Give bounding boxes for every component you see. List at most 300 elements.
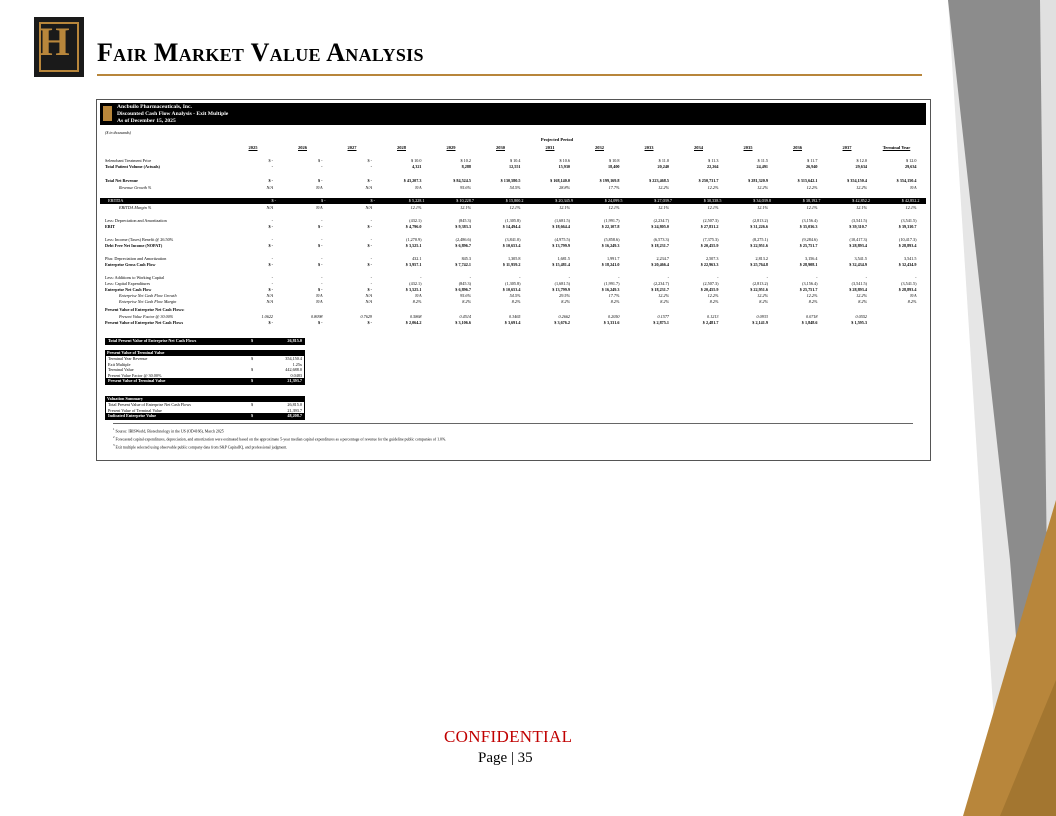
table-cell: $ - [268,224,273,229]
table-cell: $ 14,494.4 [502,224,521,229]
table-cell: (2,813.2) [752,281,768,286]
header-logo-mark [102,105,113,122]
box-row-label: Exit Multiple [108,361,131,367]
table-cell: 12.2% [707,293,719,298]
table-cell: $ 20,455.9 [700,287,719,292]
table-cell: $ - [271,198,276,203]
box-row-label: Present Value of Terminal Value [108,378,166,383]
table-cell: 1,305.8 [507,256,521,261]
table-cell: 8.2% [808,299,818,304]
table-cell: N/A [909,185,917,190]
table-cell: 3,541.5 [854,256,867,261]
table-cell: 0.1577 [657,314,669,319]
row-label: EBITDA [108,198,124,203]
table-cell: $ - [367,178,372,183]
table-cell: $ 28,893.4 [898,243,917,248]
table-cell: 95.6% [460,185,471,190]
dcf-document [96,99,931,461]
table-cell: $ 3,106.6 [455,320,471,325]
table-cell: - [370,218,372,223]
table-cell: 3,541.5 [903,256,917,261]
table-cell: - [865,275,867,280]
table-cell: (2,507.3) [703,218,719,223]
year-header: 2031 [545,145,555,150]
row-label: Enterprise Gross Cash Flow [105,262,156,267]
table-cell: $ 32,434.9 [898,262,917,267]
table-cell: N/A [365,205,372,210]
table-cell: 12.1% [410,205,422,210]
table-row [97,262,930,268]
valuation-summary-box [105,396,305,420]
table-cell: (3,156.4) [802,281,818,286]
table-cell: $ 6,896.7 [455,243,471,248]
table-cell: - [271,218,273,223]
table-cell: 17.7% [608,293,620,298]
table-cell: 12.2% [658,185,669,190]
table-cell: - [271,275,273,280]
table-cell: $ 25,751.7 [799,243,818,248]
table-cell: $ 354,150.4 [896,178,917,183]
table-cell: $ 20,466.4 [651,262,669,267]
row-label: Enterprise Net Cash Flow Margin [119,299,177,304]
table-cell: - [321,237,323,242]
table-cell: 0.3465 [508,314,521,319]
document-header [100,103,926,125]
table-cell: $ 11.3 [708,158,719,163]
table-cell: (7,375.3) [703,237,719,242]
table-cell: N/A [315,299,323,304]
row-label: Less: Depreciation and Amortization [105,218,167,223]
table-cell: 0.0718 [805,314,818,319]
table-cell: $ 42,852.2 [852,198,870,203]
table-cell: $ - [367,320,372,325]
table-cell: $ 27,831.2 [700,224,719,229]
page-title-text: Fair Market Value Analysis [97,38,424,67]
table-cell: $ 9,383.3 [455,224,471,229]
footnote-number: 2 [113,435,115,439]
table-cell: $ 28,893.4 [849,287,867,292]
footnote-text: Source: IBISWorld, Biotechnology in the US (OD4166), March 2025 [114,429,224,434]
year-header: 2030 [496,145,505,150]
table-cell: 8.2% [660,299,669,304]
logo-letter: H [38,19,70,64]
table-cell: $ - [317,287,323,292]
row-label: Present Value of Enterprise Net Cash Flows [105,320,184,325]
table-cell: (10,417.3) [899,237,917,242]
table-cell: (432.1) [409,281,422,286]
page-title [97,38,424,68]
table-cell: $ 354,150.4 [847,178,867,183]
table-cell: $ 223,468.5 [649,178,669,183]
footnote-number: 1 [113,427,115,431]
table-cell: (1,681.5) [554,218,570,223]
table-cell: 1,991.7 [606,256,620,261]
table-cell: 18,400 [607,164,620,169]
table-cell: 8.2% [561,299,570,304]
table-cell: $ 4,796.0 [405,224,422,229]
table-cell: $ 34,039.8 [753,198,771,203]
table-cell: 12.2% [658,293,669,298]
table-cell: 12.2% [856,293,867,298]
table-cell: 24,491 [756,164,768,169]
table-cell: - [667,275,669,280]
table-cell: $ 27,039.7 [654,198,672,203]
table-cell: $ 15,800.2 [505,198,524,203]
box-title: Present Value of Terminal Value [105,350,305,356]
row-label: Plus: Depreciation and Amortization [105,256,167,261]
table-cell: $ 2,141.9 [752,320,768,325]
table-cell: 12.1% [905,205,917,210]
table-cell: (2,234.7) [653,218,669,223]
table-cell: $ 10,653.4 [502,243,521,248]
table-cell: $ 2,064.2 [405,320,422,325]
table-cell: (1,305.8) [505,281,521,286]
table-cell: 0.0933 [756,314,768,319]
table-cell: $ 18,231.7 [651,243,669,248]
table-row [97,307,930,313]
table-cell: 12.2% [806,185,818,190]
table-cell: $ 1,848.6 [801,320,818,325]
table-cell: 0.0552 [855,314,867,319]
table-cell: $ 22,951.6 [750,287,768,292]
table-cell: 12,551 [508,164,521,169]
table-cell: 12.1% [460,205,471,210]
table-cell: $ 35,036.3 [799,224,818,229]
year-header: 2036 [793,145,802,150]
table-cell: 8.2% [759,299,768,304]
table-cell: $ 10.0 [411,158,422,163]
table-cell: 12.2% [757,185,768,190]
table-cell: N/A [414,185,422,190]
table-cell: (2,486.6) [455,237,471,242]
table-cell: - [321,281,323,286]
table-cell: 2,813.2 [755,256,768,261]
box-row-currency: $ [251,338,254,343]
table-cell: 0.8098 [310,314,323,319]
table-cell: $ - [367,243,372,248]
table-cell: 29.5% [559,293,570,298]
page-number: Page | 35 [478,750,533,766]
table-cell: 2,507.3 [705,256,719,261]
table-cell: 12.2% [806,293,818,298]
table-cell: $ 25,751.7 [799,287,818,292]
table-cell: 0.1213 [706,314,719,319]
table-cell: - [766,275,768,280]
table-cell: 12.1% [658,205,669,210]
table-cell: 12.2% [757,293,768,298]
year-header: 2033 [644,145,654,150]
table-cell: 8.2% [462,299,471,304]
table-cell: $ 22,963.3 [700,262,719,267]
table-cell: $ 28,893.4 [898,287,917,292]
table-cell: $ - [317,320,323,325]
table-cell: - [370,281,372,286]
footnote-text: Exit multiple selected using observable public company data from S&P CapitalIQ, and professional judgment. [114,445,288,450]
year-header: 2027 [347,145,357,150]
table-cell: 8,288 [461,164,471,169]
table-cell: 3,156.4 [804,256,818,261]
row-label: Total Net Revenue [105,178,138,183]
table-cell: (9,284.6) [802,237,818,242]
year-header: 2028 [397,145,406,150]
box-row-value: 26,815.0 [287,338,302,343]
row-label: Debt Free Net Income (NOPAT) [105,243,163,248]
table-cell: 2,234.7 [656,256,669,261]
table-cell: (1,991.7) [604,218,620,223]
table-cell: $ 10.4 [510,158,521,163]
table-cell: 29,634 [904,164,917,169]
box-row-value: 354,150.4 [285,356,302,361]
table-cell: 95.6% [460,293,471,298]
footnote-text: Forecasted capital expenditures, depreciation, and amortization were estimated based on the approximate 5-year median capital expenditures as a percentage of revenue for the guideline public companies of 1.0%. [114,437,447,442]
table-row [97,243,930,249]
box-row-value: 21,393.7 [287,378,302,383]
row-label: Revenue Growth % [119,185,152,190]
table-cell: 8.2% [511,299,521,304]
box-row-value: 48,208.7 [287,413,302,418]
year-header: 2026 [298,145,307,150]
box-row-label: Present Value of Terminal Value [108,407,162,413]
row-label: Less: Additions to Working Capital [105,275,165,280]
table-cell: $ 3,676.2 [554,320,570,325]
table-cell: $ 2,481.7 [702,320,719,325]
table-cell: N/A [266,299,273,304]
table-cell: N/A [266,293,273,298]
table-cell: $ 20,455.9 [700,243,719,248]
table-cell: (1,991.7) [604,281,620,286]
table-cell: (2,813.2) [752,218,768,223]
box-row [105,338,305,345]
table-cell: $ 168,140.0 [550,178,570,183]
table-cell: 12.1% [757,205,768,210]
table-cell: 12.1% [856,205,867,210]
table-cell: 12.1% [509,205,521,210]
table-cell: N/A [365,185,372,190]
box-row [105,378,305,385]
table-cell: $ 18,231.7 [651,287,669,292]
table-cell: $ 42,852.2 [901,198,920,203]
table-cell: $ 16,249.3 [601,243,620,248]
table-cell: 17.7% [608,185,620,190]
table-cell: N/A [909,293,917,298]
table-cell: - [321,218,323,223]
table-cell: $ 11.7 [807,158,818,163]
table-cell: N/A [365,299,372,304]
table-cell: - [618,275,620,280]
table-cell: $ 12.0 [856,158,867,163]
table-cell: $ 315,642.1 [797,178,818,183]
table-cell: 29,634 [855,164,867,169]
table-cell: 12.2% [707,185,719,190]
table-cell: $ 15,481.4 [552,262,570,267]
table-cell: (4,975.5) [554,237,570,242]
table-cell: (10,417.3) [849,237,867,242]
table-cell: $ 2,875.1 [653,320,669,325]
table-cell: $ 32,434.9 [849,262,867,267]
table-cell: $ - [268,243,273,248]
table-cell: - [271,256,273,261]
row-label: Enterprise Net Cash Flow [105,287,152,292]
table-cell: $ - [317,224,323,229]
table-cell: 8.2% [709,299,719,304]
table-row [97,178,930,184]
table-cell: (3,541.5) [901,281,917,286]
table-cell: - [915,275,917,280]
table-cell: $ 199,169.8 [599,178,620,183]
table-cell: - [271,237,273,242]
table-cell: - [321,256,323,261]
table-row [97,299,930,305]
box-row-label: Present Value Factor @ 30.00% [108,372,162,378]
table-cell: $ 10.2 [460,158,471,163]
table-cell: 12.1% [806,205,818,210]
table-cell: 12.1% [559,205,570,210]
box-row-currency: $ [251,378,254,383]
table-cell: $ 22,107.8 [601,224,620,229]
table-cell: (845.3) [458,281,471,286]
table-cell: $ 25,764.8 [750,262,768,267]
table-cell: $ - [317,262,323,267]
footnote-divider [113,423,913,424]
row-label: Selenobant Treatment Price [105,158,152,163]
table-cell: (8,275.1) [752,237,768,242]
table-cell: $ 7,742.1 [455,262,471,267]
box-row-label: Indicated Enterprise Value [108,413,157,418]
table-cell: $ 28,893.4 [849,243,867,248]
table-cell: (6,573.3) [653,237,669,242]
table-row [97,164,930,170]
year-header: 2029 [446,145,456,150]
footnote [113,442,913,450]
table-row [97,320,930,326]
table-cell: $ 13,799.9 [552,287,570,292]
table-cell: $ 281,320.9 [748,178,768,183]
table-cell: (845.3) [458,218,471,223]
table-cell: N/A [365,293,372,298]
row-label: Less: Income (Taxes) Benefit @ 26.50% [105,237,174,242]
terminal-value-box [105,350,305,385]
table-cell: $ 22,951.6 [750,243,768,248]
box-row-label: Terminal Year Revenue [108,356,148,361]
confidential-label: CONFIDENTIAL [444,727,573,746]
table-cell: - [420,275,422,280]
table-cell: $ 84,524.5 [453,178,471,183]
table-cell: $ 30,338.5 [703,198,722,203]
table-cell: $ 10,228.7 [456,198,474,203]
table-cell: (1,681.5) [554,281,570,286]
table-cell: $ 39,310.7 [898,224,917,229]
table-cell: $ - [268,158,273,163]
box-row-currency: $ [251,402,254,407]
table-cell: 54.5% [509,185,521,190]
table-cell: 8.2% [907,299,917,304]
row-label: EBITDA Margin % [119,205,152,210]
table-cell: 20,240 [657,164,669,169]
table-cell: $ 28,908.1 [799,262,818,267]
table-cell: (1,305.8) [505,218,521,223]
table-cell: 12.1% [608,205,620,210]
box-row-value: 442,688.0 [285,367,302,372]
table-cell: $ 24,805.0 [651,224,669,229]
table-cell: 8.2% [610,299,620,304]
row-label: Enterprise Net Cash Flow Growth [119,293,177,298]
table-cell: $ - [268,262,273,267]
table-cell: 0.5868 [409,314,422,319]
year-header: Terminal Year [882,145,911,150]
table-cell: (2,507.3) [703,281,719,286]
table-cell: $ 6,896.7 [455,287,471,292]
table-cell: $ 43,207.3 [403,178,422,183]
box-row-label: Total Present Value of Enterprise Net Cash Flows [108,338,197,343]
table-cell: (2,234.7) [653,281,669,286]
year-header: 2034 [694,145,703,150]
table-cell: 26,940 [805,164,818,169]
table-cell: N/A [315,205,323,210]
table-cell: - [370,164,372,169]
table-cell: $ - [268,320,273,325]
table-cell: - [370,237,372,242]
table-cell: (1,270.9) [406,237,422,242]
table-cell: 28.8% [559,185,570,190]
table-cell: $ 12.0 [906,158,917,163]
table-cell: $ 18,664.4 [552,224,570,229]
projected-period-label: Projected Period [540,137,574,142]
table-cell: $ - [367,262,372,267]
units-note: ($ in thousands) [105,130,131,135]
table-cell: $ 13,799.9 [552,243,570,248]
table-cell: $ 250,731.7 [698,178,719,183]
table-cell: $ - [370,198,375,203]
table-cell: 0.7629 [360,314,372,319]
table-cell: 432.1 [412,256,422,261]
table-cell: $ 11.5 [757,158,768,163]
table-cell: 1,681.5 [557,256,570,261]
table-cell: 54.5% [509,293,521,298]
table-cell: $ - [268,287,273,292]
table-cell: N/A [315,185,323,190]
table-cell: (3,541.5) [851,281,867,286]
table-cell: 8.2% [858,299,867,304]
table-cell: - [271,281,273,286]
table-cell: 22,264 [706,164,719,169]
table-cell: (3,156.4) [802,218,818,223]
row-label: EBIT [105,224,116,229]
year-header: 2037 [842,145,852,150]
table-cell: $ 24,099.5 [604,198,623,203]
box-row-value: 0.0483 [290,372,302,378]
box-row-currency: $ [251,413,254,418]
table-cell: 15,930 [558,164,570,169]
title-underline [97,74,922,76]
table-cell: N/A [266,185,273,190]
table-cell: (3,841.0) [505,237,521,242]
table-row [100,198,926,204]
table-cell: (3,541.5) [851,218,867,223]
box-row-label: Total Present Value of Enterprise Net Cash Flows [108,402,192,407]
company-logo [34,17,84,77]
table-cell: $ 5,228.1 [408,198,425,203]
table-row [97,224,930,230]
row-label: Present Value of Enterprise Net Cash Flows: [105,307,185,312]
table-cell: $ 3,691.4 [504,320,521,325]
table-cell: - [469,275,471,280]
table-cell: $ 20,345.9 [555,198,573,203]
table-cell: 8.2% [412,299,422,304]
table-cell: $ 31,226.6 [750,224,768,229]
table-cell: $ 10.6 [559,158,570,163]
table-cell: $ 10,653.4 [502,287,521,292]
table-cell: $ - [367,224,372,229]
